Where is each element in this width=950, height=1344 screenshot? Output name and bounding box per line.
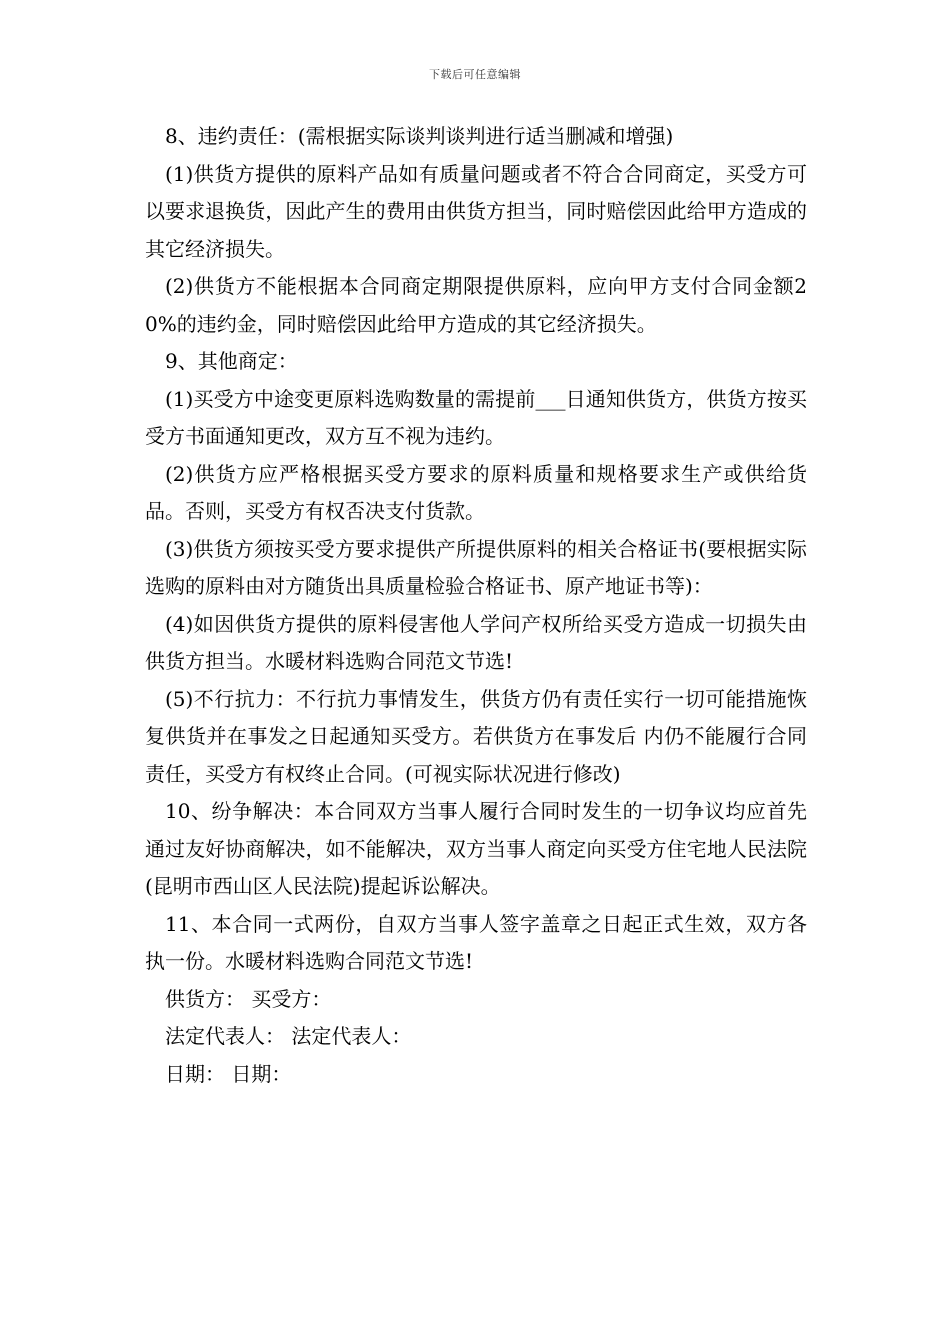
clause-9-item-2: (2)供货方应严格根据买受方要求的原料质量和规格要求生产或供给货品。否则，买受方有权否决支付货款。 [145,461,807,523]
signature-representatives-line: 法定代表人： 法定代表人： [165,1024,412,1048]
clause-9-item-4: (4)如因供货方提供的原料侵害他人学问产权所给买受方造成一切损失由供货方担当。水暖材料选购合同范文节选! [145,611,807,673]
document-body [145,118,807,1093]
signature-parties-line: 供货方： 买受方： [165,986,332,1011]
clause-11-effectiveness: 11、本合同一式两份，自双方当事人签字盖章之日起正式生效，双方各执一份。水暖材料选购合同范文节选! [145,911,807,973]
clause-8-item-2: (2)供货方不能根据本合同商定期限提供原料，应向甲方支付合同金额20%的违约金，同时赔偿因此给甲方造成的其它经济损失。 [145,274,807,336]
page-header: 下载后可任意编辑 [429,68,521,81]
clause-9-other-agreements: 9、其他商定： [165,349,298,373]
clause-10-dispute-resolution: 10、纷争解决：本合同双方当事人履行合同时发生的一切争议均应首先通过友好协商解决，如不能解决，双方当事人商定向买受方住宅地人民法院(昆明市西山区人民法院)提起诉讼解决。 [145,799,807,898]
clause-9-item-3: (3)供货方须按买受方要求提供产所提供原料的相关合格证书(要根据实际选购的原料由对方随货出具质量检验合格证书、原产地证书等)： [145,536,807,598]
clause-9-item-1: (1)买受方中途变更原料选购数量的需提前___日通知供货方，供货方按买受方书面通知更改，双方互不视为违约。 [145,386,807,448]
clause-8-breach-liability: 8、违约责任：(需根据实际谈判谈判进行适当删减和增强) [165,124,674,148]
clause-9-item-5: (5)不行抗力：不行抗力事情发生，供货方仍有责任实行一切可能措施恢复供货并在事发之日起通知买受方。若供货方在事发后 内仍不能履行合同责任，买受方有权终止合同。(可视实际状况进行修改) [145,686,807,786]
clause-8-item-1: (1)供货方提供的原料产品如有质量问题或者不符合合同商定，买受方可以要求退换货，因此产生的费用由供货方担当，同时赔偿因此给甲方造成的其它经济损失。 [145,161,807,261]
signature-date-line: 日期： 日期： [165,1061,292,1086]
